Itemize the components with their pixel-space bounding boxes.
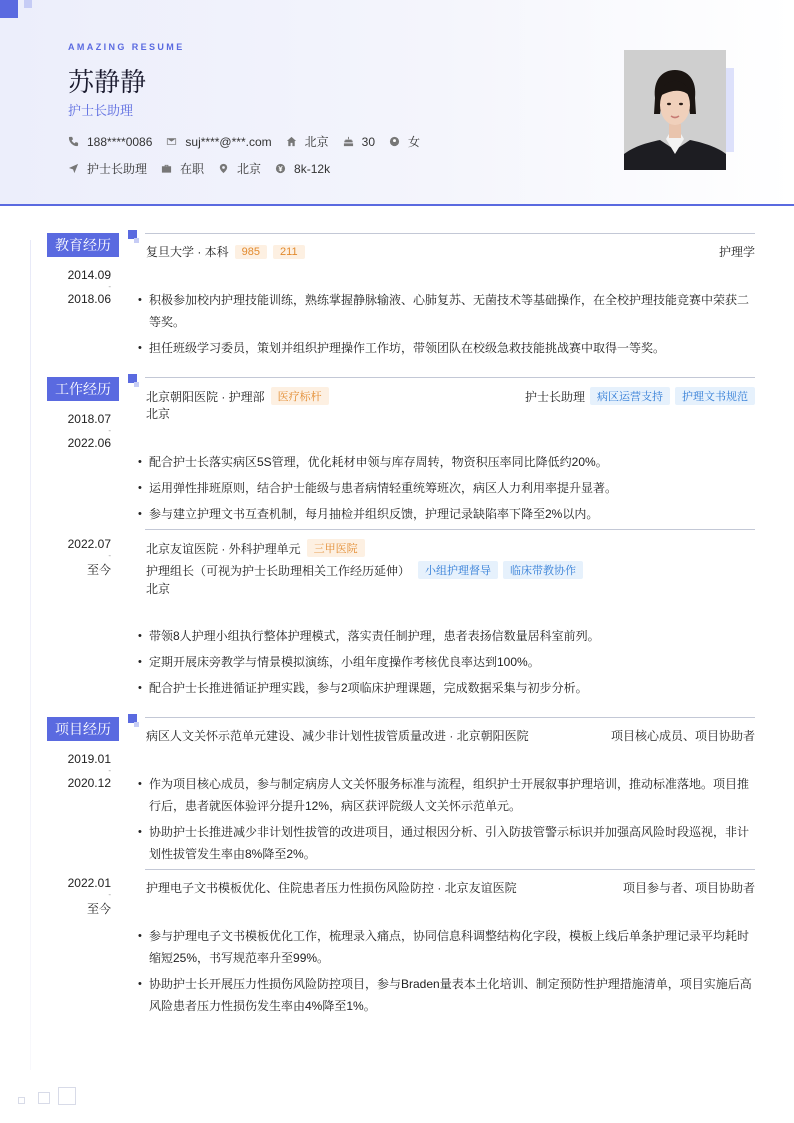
project-end-date: 2020.12 xyxy=(67,776,111,790)
edu-major: 护理学 xyxy=(718,245,755,259)
section-divider xyxy=(145,233,755,234)
job-bullet: • 参与建立护理文书互查机制，每月抽检并组织反馈，护理记录缺陷率下降至2%以内。 xyxy=(138,503,754,525)
decor-square xyxy=(0,0,18,18)
footer-decor-square xyxy=(58,1087,76,1105)
job-end-date: 2022.06 xyxy=(67,436,111,450)
school-badge: 211 xyxy=(273,245,305,259)
target-job-info xyxy=(68,160,147,177)
job-start-date: 2018.07 xyxy=(67,412,111,426)
job-bullet: • 定期开展床旁教学与情景模拟演练，小组年度操作考核优良率达到100%。 xyxy=(138,651,754,673)
section-marker-small xyxy=(134,382,139,387)
city-info xyxy=(286,133,329,150)
phone-icon xyxy=(68,136,79,147)
edu-bullet: • 积极参加校内护理技能训练，熟练掌握静脉输液、心肺复苏、无菌技术等基础操作，在全校护理技能竞赛中荣获二 等奖。 xyxy=(138,289,754,333)
gender-icon xyxy=(389,136,400,147)
side-decor-line xyxy=(30,240,31,1070)
job-title-line xyxy=(146,561,583,579)
status-text: 在职 xyxy=(180,162,205,176)
candidate-name: 苏静静 xyxy=(68,68,147,98)
project-role: 项目核心成员、项目协助者 xyxy=(610,729,755,743)
phone-text: 188****0086 xyxy=(87,134,153,149)
section-marker-small xyxy=(134,722,139,727)
target-job-text: 护士长助理 xyxy=(87,162,148,176)
footer-decor-square xyxy=(38,1092,50,1104)
contact-row xyxy=(68,133,434,150)
job-org: 北京朝阳医院 · 护理部 xyxy=(146,389,265,404)
intention-row xyxy=(68,160,344,177)
work-section-title: 工作经历 xyxy=(47,377,119,401)
home-icon xyxy=(286,136,297,147)
project-section-title: 项目经历 xyxy=(47,717,119,741)
project-end-date: 至今 xyxy=(86,902,111,916)
city-text: 北京 xyxy=(304,135,329,149)
date-separator: - xyxy=(108,551,111,560)
send-icon xyxy=(68,163,79,174)
gender-text: 女 xyxy=(408,135,421,149)
money-icon xyxy=(275,163,286,174)
project-bullet: • 协助护士长推进减少非计划性拔管的改进项目，通过根因分析、引入防拔管警示标识并加强高风险时段巡视，非计 划性拔管发生率由8%降至2%。 xyxy=(138,821,754,865)
salary-text: 8k-12k xyxy=(294,161,331,176)
project-bullet: • 参与护理电子文书模板优化工作，梳理录入痛点，协同信息科调整结构化字段，模板上线后单条护理记录平均耗时 缩短25%，书写规范率升至99%。 xyxy=(138,925,754,969)
job-bullet: • 配合护士长落实病区5S管理，优化耗材申领与库存周转，物资积压率同比降低约20%。 xyxy=(138,451,754,473)
education-section-title: 教育经历 xyxy=(47,233,119,257)
job-location: 北京 xyxy=(146,407,171,421)
edu-school-line xyxy=(146,243,305,260)
project-bullet: • 协助护士长开展压力性损伤风险防控项目，参与Braden量表本土化培训、制定预防性护理措施清单，项目实施后高 风险患者压力性损伤发生率由4%降至1%。 xyxy=(138,973,754,1017)
job-bullet: • 带领8人护理小组执行整体护理模式，落实责任制护理，患者表扬信数量居科室前列。 xyxy=(138,625,754,647)
briefcase-icon xyxy=(161,163,172,174)
status-info xyxy=(161,160,204,177)
tagline: AMAZING RESUME xyxy=(68,42,185,52)
section-marker-small xyxy=(134,238,139,243)
age-text: 30 xyxy=(361,134,375,149)
school-name: 复旦大学 · 本科 xyxy=(146,245,229,259)
date-separator: - xyxy=(108,890,111,899)
job-title-line xyxy=(525,387,755,405)
job-title: 护士长助理 xyxy=(524,389,585,404)
org-badge: 三甲医院 xyxy=(307,539,365,557)
decor-square-small xyxy=(24,0,32,8)
candidate-position: 护士长助理 xyxy=(68,103,134,118)
job-tag: 小组护理督导 xyxy=(418,561,498,579)
section-divider xyxy=(145,717,755,718)
cake-icon xyxy=(343,136,354,147)
resume-header xyxy=(0,0,794,206)
portrait-illustration xyxy=(624,50,726,170)
edu-start-date: 2014.09 xyxy=(67,268,111,282)
job-tag: 病区运营支持 xyxy=(590,387,670,405)
job-start-date: 2022.07 xyxy=(67,537,111,551)
project-role: 项目参与者、项目协助者 xyxy=(622,881,755,895)
job-tag: 临床带教协作 xyxy=(503,561,583,579)
target-city-info xyxy=(218,160,261,177)
date-separator: - xyxy=(108,766,111,775)
target-city-text: 北京 xyxy=(237,162,262,176)
gender-info xyxy=(389,133,420,150)
edu-bullet: • 担任班级学习委员，策划并组织护理操作工作坊，带领团队在校级急救技能挑战赛中取得一等奖。 xyxy=(138,337,754,359)
entry-divider xyxy=(145,529,755,530)
project-start-date: 2019.01 xyxy=(67,752,111,766)
project-name: 病区人文关怀示范单元建设、减少非计划性拔管质量改进 · 北京朝阳医院 xyxy=(146,729,529,743)
section-divider xyxy=(145,377,755,378)
school-badge: 985 xyxy=(235,245,267,259)
project-start-date: 2022.01 xyxy=(67,876,111,890)
job-end-date: 至今 xyxy=(86,563,111,577)
job-title: 护理组长（可视为护士长助理相关工作经历延伸） xyxy=(146,563,411,578)
email-text: suj****@***.com xyxy=(185,134,272,149)
edu-end-date: 2018.06 xyxy=(67,292,111,306)
profile-photo xyxy=(624,50,726,170)
job-org-line xyxy=(146,387,329,405)
date-separator: - xyxy=(108,426,111,435)
mail-icon xyxy=(166,136,177,147)
footer-decor-square xyxy=(18,1097,25,1104)
location-pin-icon xyxy=(218,163,229,174)
email-info xyxy=(166,135,271,149)
job-location: 北京 xyxy=(146,582,171,596)
project-bullet: • 作为项目核心成员，参与制定病房人文关怀服务标准与流程，组织护士开展叙事护理培训，推动标准落地。项目推 行后，患者就医体验评分提升12%，病区获评院级人文关怀示范单元。 xyxy=(138,773,754,817)
entry-divider xyxy=(145,869,755,870)
age-info xyxy=(343,135,375,149)
job-bullet: • 配合护士长推进循证护理实践，参与2项临床护理课题，完成数据采集与初步分析。 xyxy=(138,677,754,699)
date-separator: - xyxy=(108,282,111,291)
job-org-line xyxy=(146,539,365,557)
project-name: 护理电子文书模板优化、住院患者压力性损伤风险防控 · 北京友谊医院 xyxy=(146,881,517,895)
salary-info xyxy=(275,162,330,176)
org-badge: 医疗标杆 xyxy=(271,387,329,405)
job-bullet: • 运用弹性排班原则，结合护士能级与患者病情轻重统筹班次，病区人力利用率提升显著。 xyxy=(138,477,754,499)
phone-info xyxy=(68,135,152,149)
job-org: 北京友谊医院 · 外科护理单元 xyxy=(146,541,301,556)
job-tag: 护理文书规范 xyxy=(675,387,755,405)
